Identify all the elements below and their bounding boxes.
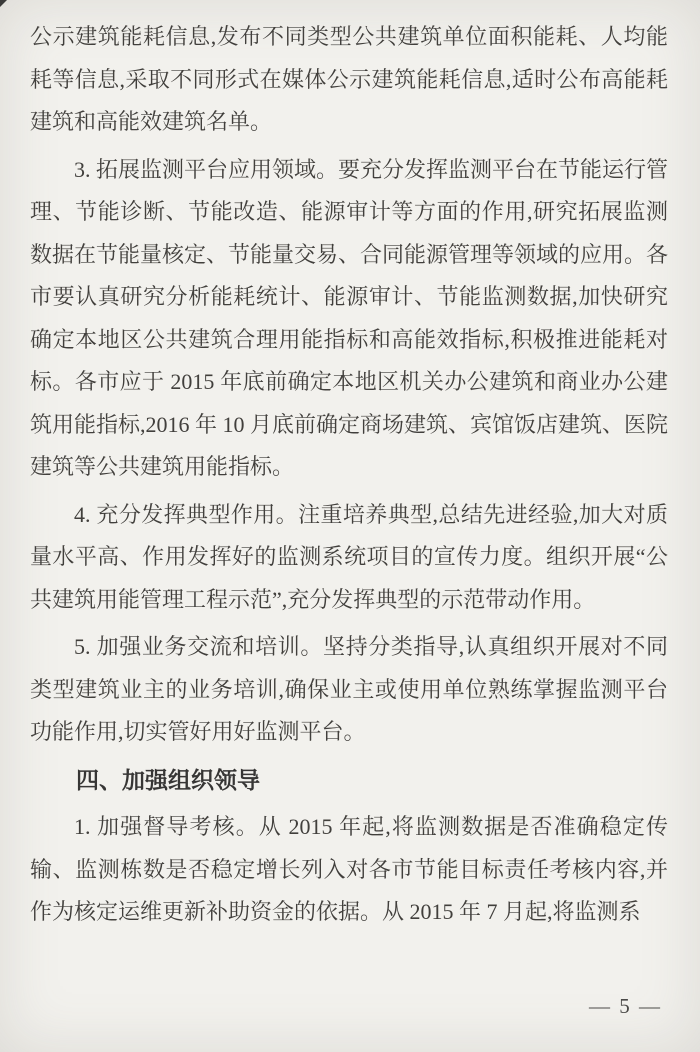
paragraph-public-disclosure: 公示建筑能耗信息,发布不同类型公共建筑单位面积能耗、人均能耗等信息,采取不同形式在媒体公示建筑能耗信息,适时公布高能耗建筑和高能效建筑名单。 — [30, 24, 668, 134]
paragraph-3-expand-platform-application: 3. 拓展监测平台应用领域。要充分发挥监测平台在节能运行管理、节能诊断、节能改造、能源审计等方面的作用,研究拓展监测数据在节能量核定、节能量交易、合同能源管理等领域的应用。各市要认真研究分析能耗统计、能源审计、节能监测数据,加快研究确定本地区公共建筑合理用能指标和高能效指标,积极推进能耗对标。各市应于 2015 年底前确定本地区机关办公建筑和商业办公建筑用能指标,2016 年 10 月底前确定商场建筑、宾馆饭店建筑、医院建筑等公共建筑用能指标。 — [30, 156, 669, 479]
paragraph-1-supervision-assessment: 1. 加强督导考核。从 2015 年起,将监测数据是否准确稳定传输、监测栋数是否稳定增长列入对各市节能目标责任考核内容,并作为核定运维更新补助资金的依据。从 2015 年 7 月起,将监测系 — [30, 814, 668, 924]
section-heading-strengthen-leadership: 四、加强组织领导 — [76, 766, 260, 793]
page-number: — 5 — — [589, 994, 662, 1018]
paragraph-5-training-exchange: 5. 加强业务交流和培训。坚持分类指导,认真组织开展对不同类型建筑业主的业务培训,确保业主或使用单位熟练掌握监测平台功能作用,切实管好用好监测平台。 — [30, 634, 668, 744]
paragraph-4-exemplary-role: 4. 充分发挥典型作用。注重培养典型,总结先进经验,加大对质量水平高、作用发挥好的监测系统项目的宣传力度。组织开展“公共建筑用能管理工程示范”,充分发挥典型的示范带动作用。 — [30, 501, 668, 612]
